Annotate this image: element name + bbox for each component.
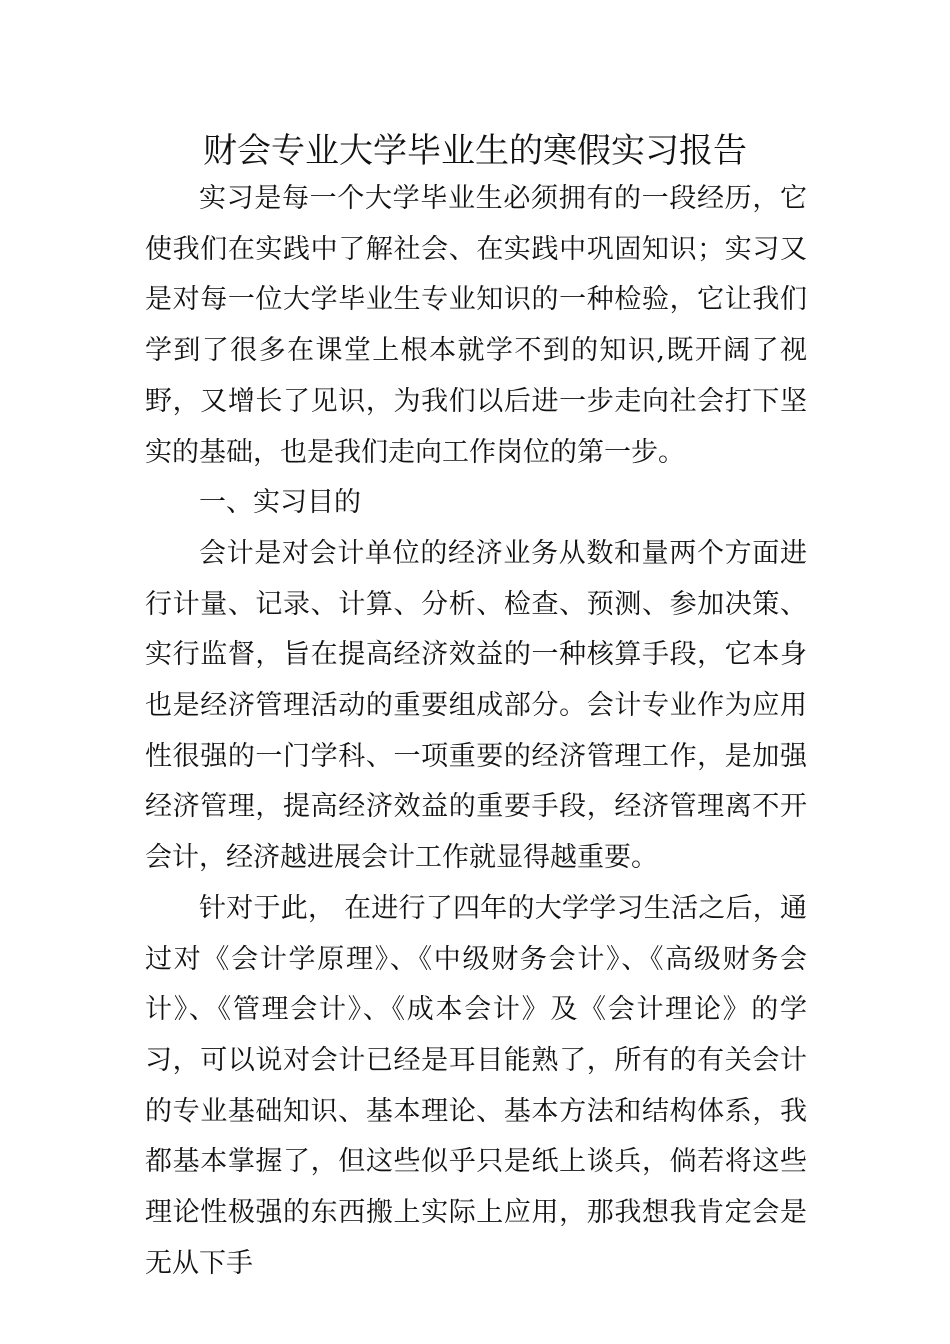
document-body <box>145 174 807 1289</box>
section-heading-purpose: 一、实习目的 <box>199 487 361 519</box>
document-title: 财会专业大学毕业生的寒假实习报告 <box>203 131 747 171</box>
paragraph-study-review: 针对于此， 在进行了四年的大学学习生活之后，通过对《会计学原理》、《中级财务会计》、《高级财务会计》、《管理会计》、《成本会计》及《会计理论》的学习，可以说对会计已经是耳目能熟了，所有的有关会计的专业基础知识、基本理论、基本方法和结构体系，我都基本掌握了，但这些似乎只是纸上谈兵，倘若将这些理论性极强的东西搬上实际上应用，那我想我肯定会是无从下手 <box>145 892 807 1279</box>
paragraph-accounting-definition: 会计是对会计单位的经济业务从数和量两个方面进行计量、记录、计算、分析、检查、预测、参加决策、实行监督，旨在提高经济效益的一种核算手段，它本身也是经济管理活动的重要组成部分。会计专业作为应用性很强的一门学科、一项重要的经济管理工作，是加强经济管理，提高经济效益的重要手段，经济管理离不开会计，经济越进展会计工作就显得越重要。 <box>145 537 807 874</box>
paragraph-intro: 实习是每一个大学毕业生必须拥有的一段经历，它使我们在实践中了解社会、在实践中巩固知识；实习又是对每一位大学毕业生专业知识的一种检验，它让我们学到了很多在课堂上根本就学不到的知识,既开阔了视野，又增长了见识，为我们以后进一步走向社会打下坚实的基础，也是我们走向工作岗位的第一步。 <box>145 183 807 468</box>
